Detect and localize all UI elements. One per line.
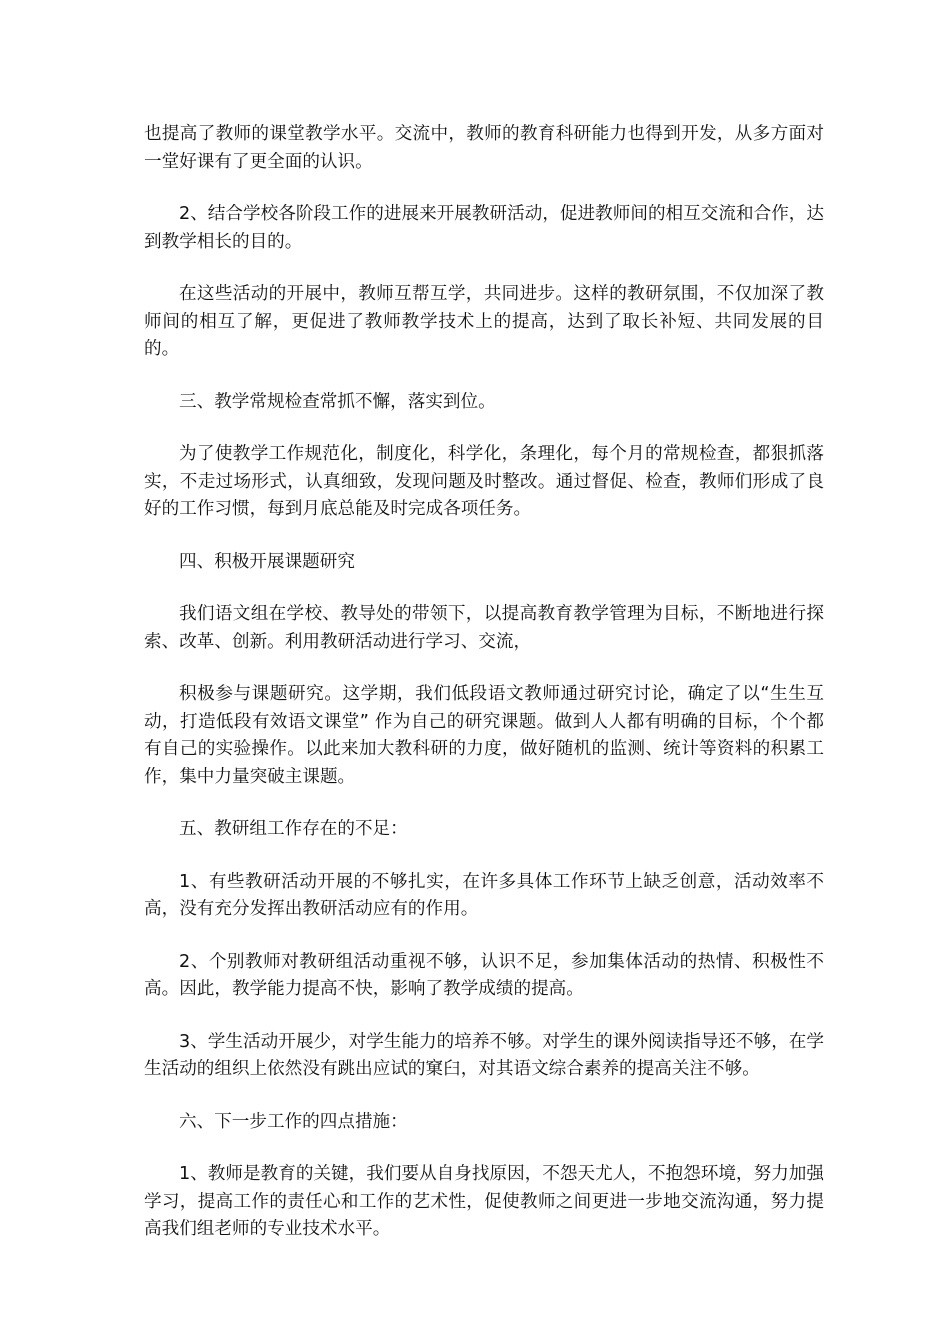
paragraph: 3、学生活动开展少，对学生能力的培养不够。对学生的课外阅读指导还不够，在学生活动的组织上依然没有跳出应试的窠臼，对其语文综合素养的提高关注不够。 bbox=[144, 1031, 824, 1079]
paragraph: 1、教师是教育的关键，我们要从自身找原因，不怨天尤人，不抱怨环境，努力加强学习，提高工作的责任心和工作的艺术性，促使教师之间更进一步地交流沟通，努力提高我们组老师的专业技术水平。 bbox=[144, 1164, 824, 1239]
section-heading: 四、积极开展课题研究 bbox=[179, 551, 355, 572]
section-heading: 六、下一步工作的四点措施： bbox=[179, 1111, 408, 1132]
paragraph: 我们语文组在学校、教导处的带领下，以提高教育教学管理为目标，不断地进行探索、改革、创新。利用教研活动进行学习、交流， bbox=[144, 604, 824, 652]
paragraph: 在这些活动的开展中，教师互帮互学，共同进步。这样的教研氛围，不仅加深了教师间的相互了解，更促进了教师教学技术上的提高，达到了取长补短、共同发展的目的。 bbox=[144, 284, 824, 359]
section-heading: 五、教研组工作存在的不足： bbox=[179, 819, 408, 839]
paragraph: 积极参与课题研究。这学期，我们低段语文教师通过研究讨论，确定了以“生生互动，打造低段有效语文课堂” 作为自己的研究课题。做到人人都有明确的目标，个个都有自己的实验操作。以此来加大教科研的力度，做好随机的监测、统计等资料的积累工作，集中力量突破主课题。 bbox=[144, 684, 824, 787]
document-body bbox=[144, 121, 824, 1269]
paragraph: 为了使教学工作规范化，制度化，科学化，条理化，每个月的常规检查，都狠抓落实，不走过场形式，认真细致，发现问题及时整改。通过督促、检查，教师们形成了良好的工作习惯，每到月底总能及时完成各项任务。 bbox=[144, 444, 824, 519]
section-heading: 三、教学常规检查常抓不懈，落实到位。 bbox=[179, 391, 496, 412]
paragraph: 2、个别教师对教研组活动重视不够，认识不足，参加集体活动的热情、积极性不高。因此，教学能力提高不快，影响了教学成绩的提高。 bbox=[144, 951, 824, 999]
paragraph: 2、结合学校各阶段工作的进展来开展教研活动，促进教师间的相互交流和合作，达到教学相长的目的。 bbox=[144, 204, 824, 252]
paragraph: 也提高了教师的课堂教学水平。交流中，教师的教育科研能力也得到开发，从多方面对一堂好课有了更全面的认识。 bbox=[144, 124, 824, 172]
paragraph: 1、有些教研活动开展的不够扎实，在许多具体工作环节上缺乏创意，活动效率不高，没有充分发挥出教研活动应有的作用。 bbox=[144, 871, 824, 919]
